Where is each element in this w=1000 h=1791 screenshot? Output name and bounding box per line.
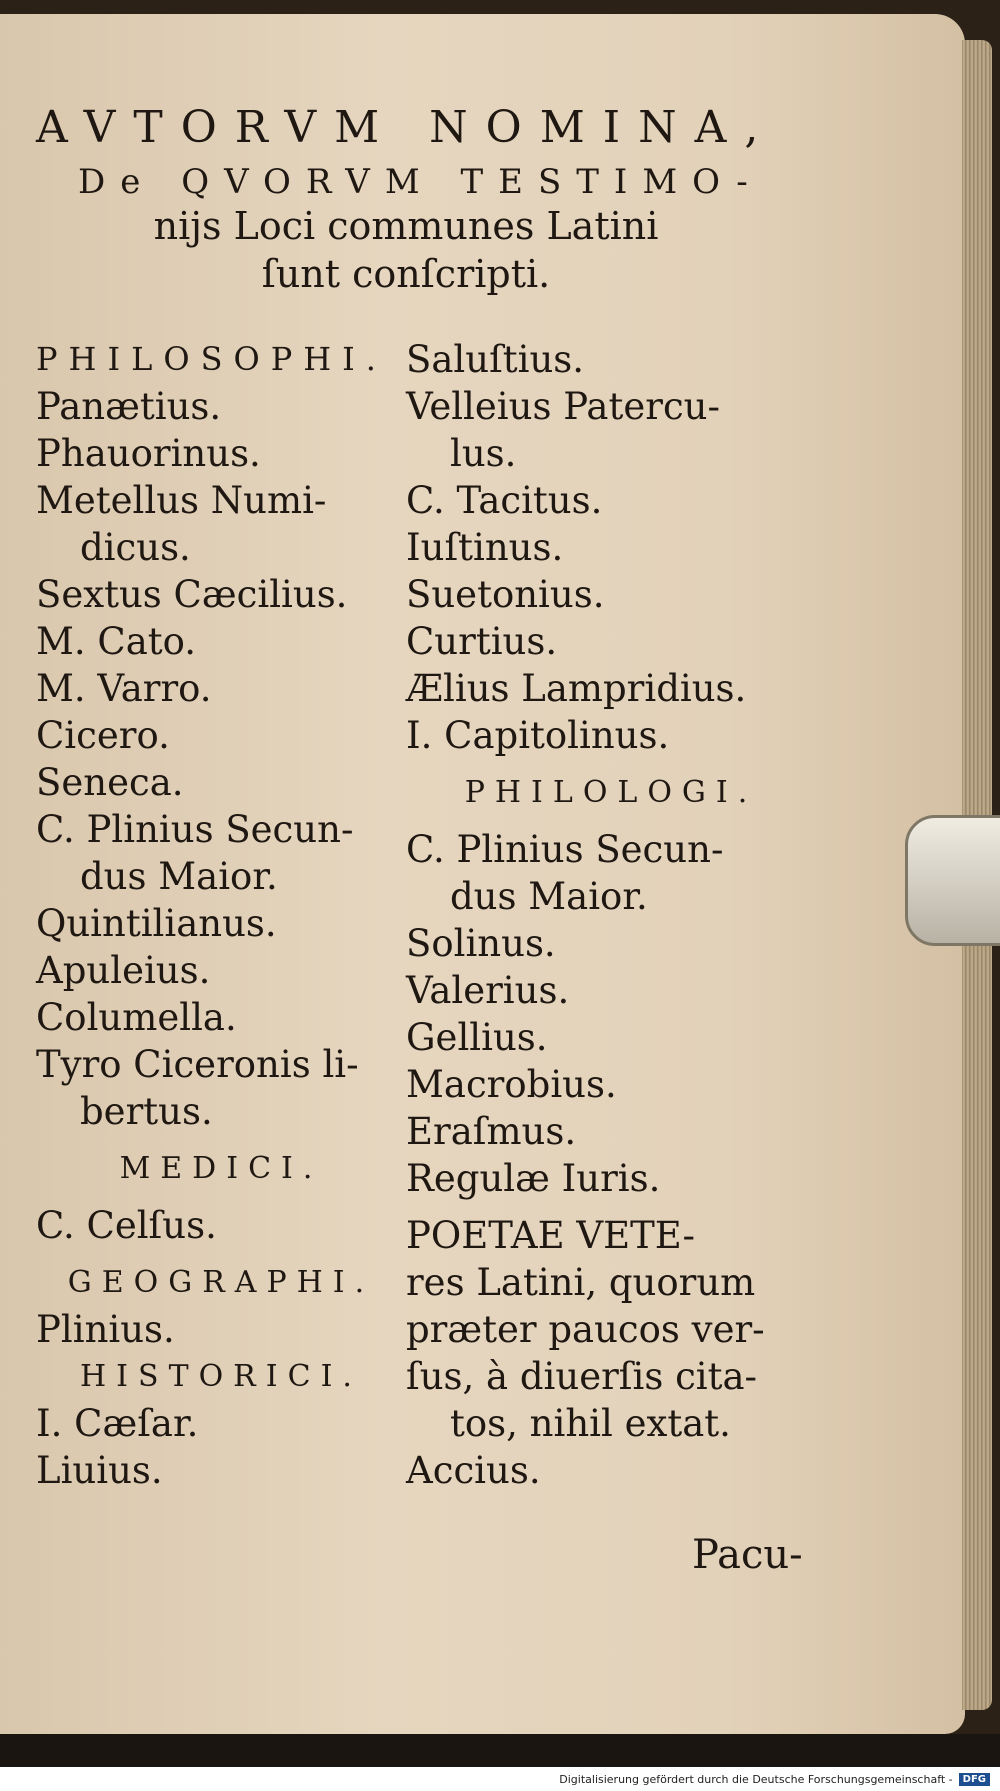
list-item: Accius. — [406, 1449, 541, 1492]
list-item: Liuius. — [36, 1449, 163, 1492]
funding-credit: Digitalisierung gefördert durch die Deutsche Forschungsgemeinschaft - — [559, 1772, 953, 1786]
list-item: ſus, à diuerſis cita- — [406, 1355, 758, 1398]
list-item: I. Capitolinus. — [406, 714, 670, 757]
list-item: Solinus. — [406, 922, 556, 965]
section-heading-medici: MEDICI. — [119, 1151, 323, 1186]
left-column — [36, 336, 406, 1494]
title-line-2: De QVORVM TESTIMO- — [78, 162, 763, 202]
list-item: Gellius. — [406, 1016, 548, 1059]
list-item: Suetonius. — [406, 573, 605, 616]
title-line-3: nijs Loci communes Latini — [153, 204, 659, 248]
list-item: dus Maior. — [80, 855, 278, 898]
list-item: Tyro Ciceronis li- — [36, 1043, 359, 1086]
book-clasp — [905, 815, 1000, 946]
section-heading-philosophi: PHILOSOPHI. — [36, 340, 387, 378]
list-item: Columella. — [36, 996, 237, 1039]
list-item: C. Plinius Secun- — [36, 808, 354, 851]
title-line-4: ſunt conſcripti. — [261, 252, 551, 296]
list-item: Ælius Lampridius. — [406, 667, 747, 710]
list-item: Macrobius. — [406, 1063, 617, 1106]
list-item: lus. — [450, 432, 517, 475]
list-item: Regulæ Iuris. — [406, 1157, 661, 1200]
list-item: C. Tacitus. — [406, 479, 603, 522]
list-item: tos, nihil extat. — [450, 1402, 731, 1445]
list-item: Eraſmus. — [406, 1110, 577, 1153]
list-item: res Latini, quorum — [406, 1261, 756, 1304]
list-item: Cicero. — [36, 714, 170, 757]
list-item: Apuleius. — [36, 949, 211, 992]
list-item: dicus. — [80, 526, 191, 569]
list-item: Quintilianus. — [36, 902, 277, 945]
list-item: M. Varro. — [36, 667, 212, 710]
section-heading-poetae: POETAE VETE- — [406, 1214, 695, 1257]
list-item: præter paucos ver- — [406, 1308, 765, 1351]
list-item: Iuſtinus. — [406, 526, 564, 569]
footer-bar — [0, 1767, 1000, 1791]
list-item: Valerius. — [406, 969, 570, 1012]
list-item: Plinius. — [36, 1308, 175, 1351]
list-item: dus Maior. — [450, 875, 648, 918]
list-item: I. Cæſar. — [36, 1402, 199, 1445]
list-item: C. Plinius Secun- — [406, 828, 724, 871]
list-item: C. Celſus. — [36, 1204, 217, 1247]
right-column — [406, 336, 816, 1494]
section-heading-historici: HISTORICI. — [80, 1359, 362, 1394]
section-heading-geographi: GEOGRAPHI. — [67, 1265, 375, 1300]
list-item: Curtius. — [406, 620, 558, 663]
list-item: Saluſtius. — [406, 338, 585, 381]
list-item: Velleius Patercu- — [406, 385, 720, 428]
list-item: bertus. — [80, 1090, 213, 1133]
list-item: Phauorinus. — [36, 432, 261, 475]
title-line-1: AVTORVM NOMINA, — [36, 102, 777, 153]
section-heading-philologi: PHILOLOGI. — [464, 775, 758, 810]
book-page — [0, 14, 965, 1734]
list-item: Sextus Cæcilius. — [36, 573, 348, 616]
list-item: Seneca. — [36, 761, 184, 804]
list-item: M. Cato. — [36, 620, 197, 663]
catchword: Pacu- — [692, 1532, 803, 1578]
dfg-logo-icon: DFG — [959, 1773, 990, 1786]
list-item: Metellus Numi- — [36, 479, 327, 522]
list-item: Panætius. — [36, 385, 222, 428]
